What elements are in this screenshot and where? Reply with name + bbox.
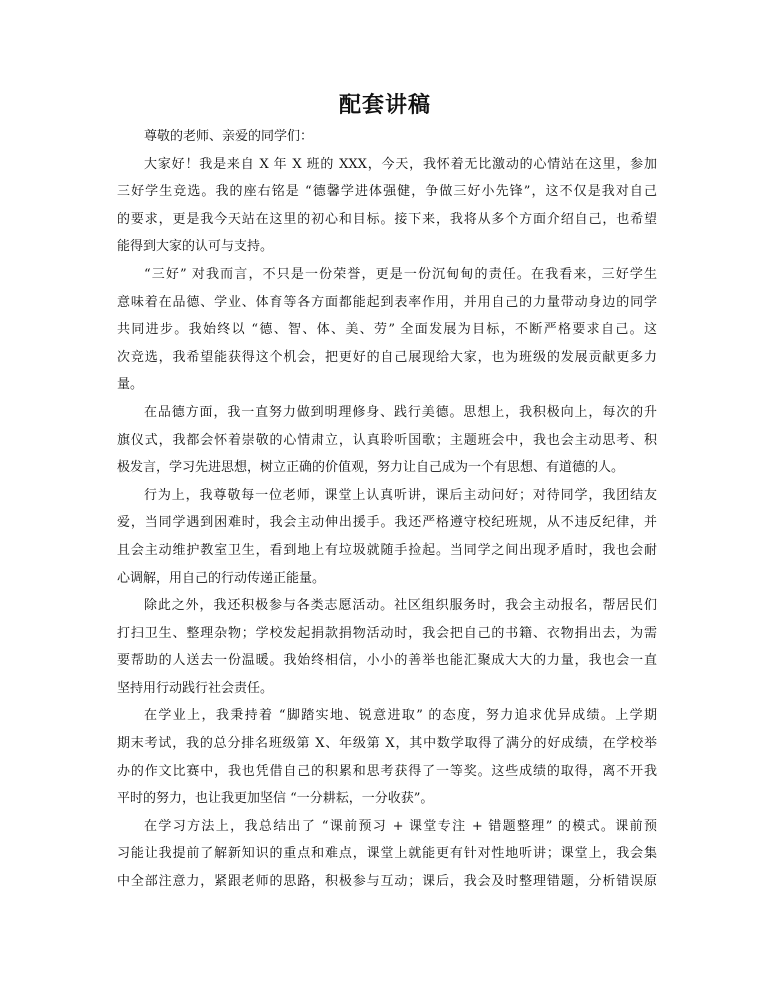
text-line: 的要求，更是我今天站在这里的初心和目标。接下来，我将从多个方面介绍自己，也希望 — [117, 211, 657, 227]
text-line: 期末考试，我的总分排名班级第 X、年级第 X，其中数学取得了满分的好成绩，在学校举 — [117, 736, 657, 752]
text-line: 坚持用行动践行社会责任。 — [117, 680, 274, 696]
document-title: 配套讲稿 — [338, 92, 431, 118]
text-line: 量。 — [117, 377, 144, 393]
paragraph — [117, 482, 657, 592]
text-line: 爱，当同学遇到困难时，我会主动伸出援手。我还严格遵守校纪班规，从不违反纪律，并 — [117, 515, 657, 531]
text-line: 次竞选，我希望能获得这个机会，把更好的自己展现给大家，也为班级的发展贡献更多力 — [117, 349, 657, 365]
text-line: 尊敬的老师、亲爱的同学们： — [144, 129, 314, 144]
text-line: 办的作文比赛中，我也凭借自己的积累和思考获得了一等奖。这些成绩的取得，离不开我 — [117, 763, 657, 779]
document-body — [117, 123, 657, 896]
text-line: 意味着在品德、学业、体育等各方面都能起到表率作用，并用自己的力量带动身边的同学 — [117, 294, 657, 310]
text-line: 且会主动维护教室卫生，看到地上有垃圾就随手捡起。当同学之间出现矛盾时，我也会耐 — [117, 542, 657, 558]
text-line: 平时的努力，也让我更加坚信 “一分耕耘，一分收获”。 — [117, 791, 434, 807]
text-line: 在学业上，我秉持着 “脚踏实地、锐意进取” 的态度，努力追求优异成绩。上学期 — [144, 708, 657, 724]
paragraph — [117, 399, 657, 482]
text-line: 旗仪式，我都会怀着崇敬的心情肃立，认真聆听国歌；主题班会中，我也会主动思考、积 — [117, 432, 657, 448]
text-line: 心调解，用自己的行动传递正能量。 — [117, 570, 326, 586]
paragraph — [117, 151, 657, 261]
text-line: “三好” 对我而言，不只是一份荣誉，更是一份沉甸甸的责任。在我看来，三好学生 — [144, 266, 657, 282]
text-line: 三好学生竞选。我的座右铭是 “德馨学进体强健，争做三好小先锋”，这不仅是我对自己 — [117, 184, 657, 200]
text-line: 在品德方面，我一直努力做到明理修身、践行美德。思想上，我积极向上，每次的升 — [144, 404, 657, 420]
text-line: 行为上，我尊敬每一位老师，课堂上认真听讲，课后主动问好；对待同学，我团结友 — [144, 487, 657, 503]
text-line: 要帮助的人送去一份温暖。我始终相信，小小的善举也能汇聚成大大的力量，我也会一直 — [117, 653, 657, 669]
paragraph — [117, 261, 657, 399]
paragraph — [117, 813, 657, 896]
paragraph — [117, 123, 657, 151]
text-line: 习能让我提前了解新知识的重点和难点，课堂上就能更有针对性地听讲；课堂上，我会集 — [117, 846, 657, 862]
paragraph — [117, 702, 657, 812]
text-line: 大家好！我是来自 X 年 X 班的 XXX，今天，我怀着无比激动的心情站在这里，参加 — [144, 156, 657, 172]
text-line: 能得到大家的认可与支持。 — [117, 239, 274, 255]
text-line: 在学习方法上，我总结出了 “课前预习 + 课堂专注 + 错题整理” 的模式。课前预 — [144, 818, 657, 834]
text-line: 打扫卫生、整理杂物；学校发起捐款捐物活动时，我会把自己的书籍、衣物捐出去，为需 — [117, 625, 657, 641]
paragraph — [117, 592, 657, 702]
text-line: 除此之外，我还积极参与各类志愿活动。社区组织服务时，我会主动报名，帮居民们 — [144, 598, 657, 614]
text-line: 共同进步。我始终以 “德、智、体、美、劳” 全面发展为目标，不断严格要求自己。这 — [117, 322, 657, 338]
text-line: 极发言，学习先进思想，树立正确的价值观，努力让自己成为一个有思想、有道德的人。 — [117, 460, 625, 476]
text-line: 中全部注意力，紧跟老师的思路，积极参与互动；课后，我会及时整理错题，分析错误原 — [117, 874, 657, 890]
